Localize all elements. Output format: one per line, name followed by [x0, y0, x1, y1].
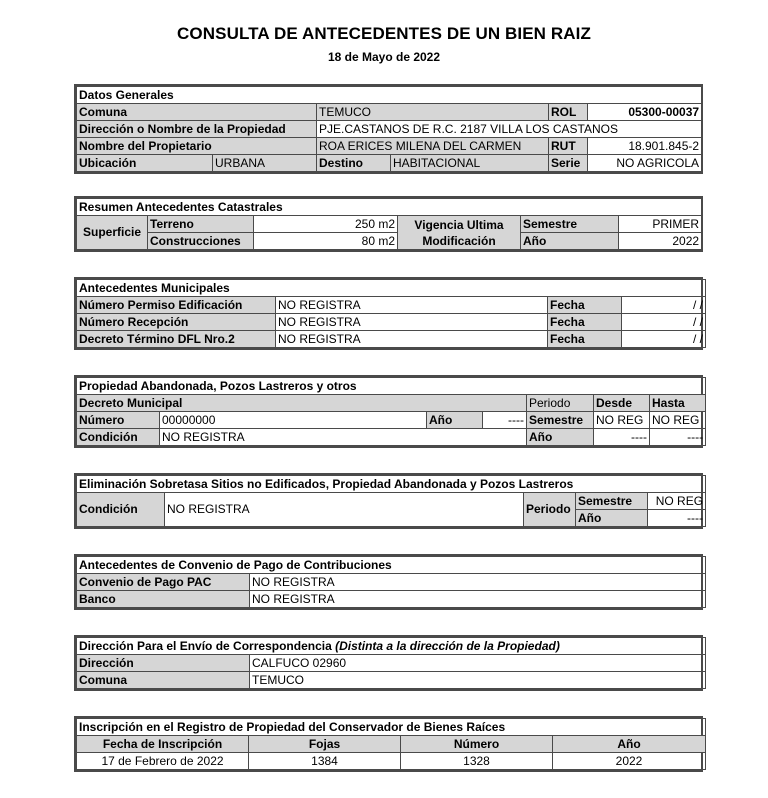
- anio2-label: Año: [527, 429, 594, 446]
- construcciones-label: Construcciones: [148, 233, 254, 250]
- rut-label: RUT: [549, 138, 588, 155]
- anio-value: 2022: [619, 233, 702, 250]
- comuna-value: TEMUCO: [250, 672, 706, 689]
- condicion-value: NO REGISTRA: [165, 493, 524, 527]
- periodo-label: Periodo: [524, 493, 576, 527]
- abandonada-section: [74, 375, 703, 448]
- direccion-label: Dirección o Nombre de la Propiedad: [77, 121, 317, 138]
- direccion-value: CALFUCO 02960: [250, 655, 706, 672]
- banco-value: NO REGISTRA: [250, 591, 706, 608]
- decreto-value: NO REGISTRA: [276, 331, 548, 348]
- anio-value: ----: [483, 412, 527, 429]
- comuna-label: Comuna: [77, 104, 317, 121]
- anio-value: ----: [648, 510, 706, 527]
- serie-value: NO AGRICOLA: [588, 155, 702, 172]
- vigencia-label-line2: Modificación: [422, 233, 496, 248]
- recepcion-label: Número Recepción: [77, 314, 276, 331]
- numero-value: 00000000: [160, 412, 427, 429]
- destino-value: HABITACIONAL: [391, 155, 549, 172]
- convenio-section: [74, 554, 703, 610]
- terreno-value: 250 m2: [254, 216, 398, 233]
- direccion-label: Dirección: [77, 655, 250, 672]
- anio-label: Año: [427, 412, 483, 429]
- catastrales-section: [74, 196, 703, 252]
- desde-label: Desde: [594, 395, 650, 412]
- propietario-label: Nombre del Propietario: [77, 138, 317, 155]
- recepcion-value: NO REGISTRA: [276, 314, 548, 331]
- superficie-label: Superficie: [77, 216, 148, 250]
- condicion-label: Condición: [77, 493, 165, 527]
- hasta-anio-value: ----: [650, 429, 706, 446]
- conservador-section: [74, 716, 703, 772]
- section-heading: Antecedentes Municipales: [77, 280, 706, 297]
- numero-label: Número: [77, 412, 160, 429]
- table-row: [77, 331, 706, 348]
- section-heading: Antecedentes de Convenio de Pago de Contribuciones: [77, 557, 706, 574]
- anio-label: Año: [521, 233, 619, 250]
- column-header: Número: [401, 736, 553, 753]
- numero-cell: 1328: [401, 753, 553, 770]
- column-header: Fojas: [249, 736, 401, 753]
- desde-semestre-value: NO REG: [594, 412, 650, 429]
- serie-label: Serie: [549, 155, 588, 172]
- section-heading: [77, 638, 706, 655]
- fecha-label: Fecha: [548, 297, 622, 314]
- desde-anio-value: ----: [594, 429, 650, 446]
- section-heading: Resumen Antecedentes Catastrales: [77, 199, 702, 216]
- vigencia-label: [398, 216, 521, 250]
- vigencia-label-line1: Vigencia Ultima: [414, 217, 504, 232]
- semestre-value: PRIMER: [619, 216, 702, 233]
- fecha-value: / /: [622, 297, 706, 314]
- permiso-value: NO REGISTRA: [276, 297, 548, 314]
- banco-label: Banco: [77, 591, 250, 608]
- comuna-label: Comuna: [77, 672, 250, 689]
- column-header: Año: [553, 736, 706, 753]
- semestre-label: Semestre: [527, 412, 594, 429]
- heading-text: Dirección Para el Envío de Correspondencia: [79, 638, 332, 653]
- eliminacion-section: [74, 473, 703, 529]
- section-heading: Inscripción en el Registro de Propiedad del Conservador de Bienes Raíces: [77, 719, 706, 736]
- heading-note: (Distinta a la dirección de la Propiedad): [335, 638, 560, 653]
- terreno-label: Terreno: [148, 216, 254, 233]
- rol-value: 05300-00037: [588, 104, 702, 121]
- semestre-label: Semestre: [521, 216, 619, 233]
- section-heading: Datos Generales: [77, 87, 702, 104]
- direccion-value: PJE.CASTANOS DE R.C. 2187 VILLA LOS CASTANOS: [317, 121, 702, 138]
- column-header: Fecha de Inscripción: [77, 736, 249, 753]
- municipales-section: [74, 277, 703, 350]
- comuna-value: TEMUCO: [317, 104, 549, 121]
- anio-cell: 2022: [553, 753, 706, 770]
- ubicacion-label: Ubicación: [77, 155, 213, 172]
- semestre-label: Semestre: [576, 493, 648, 510]
- fecha-value: / /: [622, 314, 706, 331]
- anio-label: Año: [576, 510, 648, 527]
- table-row: [77, 753, 706, 770]
- hasta-label: Hasta: [650, 395, 706, 412]
- permiso-label: Número Permiso Edificación: [77, 297, 276, 314]
- table-row: [77, 314, 706, 331]
- fecha-inscripcion-cell: 17 de Febrero de 2022: [77, 753, 249, 770]
- table-row: [77, 297, 706, 314]
- correspondencia-section: [74, 635, 703, 691]
- fecha-value: / /: [622, 331, 706, 348]
- hasta-semestre-value: NO REG: [650, 412, 706, 429]
- rut-value: 18.901.845-2: [588, 138, 702, 155]
- construcciones-value: 80 m2: [254, 233, 398, 250]
- section-heading: Eliminación Sobretasa Sitios no Edificados, Propiedad Abandonada y Pozos Lastreros: [77, 476, 706, 493]
- report-date: 18 de Mayo de 2022: [327, 50, 441, 64]
- pac-label: Convenio de Pago PAC: [77, 574, 250, 591]
- fecha-label: Fecha: [548, 331, 622, 348]
- ubicacion-value: URBANA: [213, 155, 317, 172]
- destino-label: Destino: [317, 155, 391, 172]
- fojas-cell: 1384: [249, 753, 401, 770]
- propietario-value: ROA ERICES MILENA DEL CARMEN: [317, 138, 549, 155]
- decreto-municipal-label: Decreto Municipal: [77, 395, 527, 412]
- page-title: CONSULTA DE ANTECEDENTES DE UN BIEN RAIZ: [177, 24, 591, 43]
- datos-generales-section: [74, 84, 703, 174]
- fecha-label: Fecha: [548, 314, 622, 331]
- decreto-label: Decreto Término DFL Nro.2: [77, 331, 276, 348]
- semestre-value: NO REG: [648, 493, 706, 510]
- condicion-label: Condición: [77, 429, 160, 446]
- periodo-label: Periodo: [527, 395, 594, 412]
- section-heading: Propiedad Abandonada, Pozos Lastreros y otros: [77, 378, 706, 395]
- condicion-value: NO REGISTRA: [160, 429, 527, 446]
- rol-label: ROL: [549, 104, 588, 121]
- pac-value: NO REGISTRA: [250, 574, 706, 591]
